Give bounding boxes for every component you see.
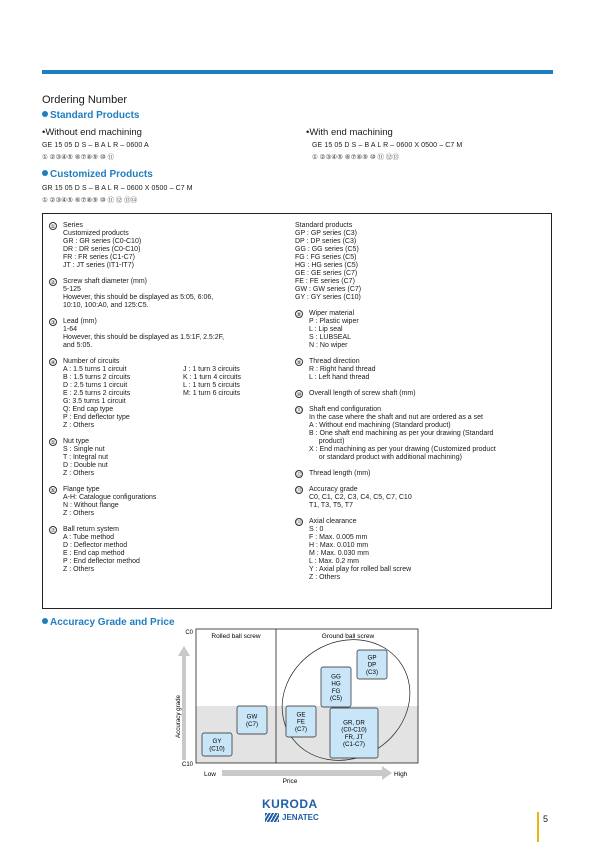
grade-heading: Accuracy Grade and Price (42, 617, 175, 628)
grade-box-label: GG (331, 673, 341, 681)
without-label: •Without end machining (42, 127, 142, 138)
brand-sub: JENATEC (282, 813, 319, 822)
legend-line: Z : Others (309, 574, 341, 581)
legend-line: DP : DP series (C3) (295, 238, 357, 245)
legend-line: Series (63, 222, 83, 229)
grade-box-label: (C0-C10) (341, 726, 367, 734)
legend-line: L : Lip seal (309, 326, 343, 333)
legend-line: Z : Others (63, 566, 95, 573)
brand-name: KURODA (262, 797, 318, 811)
kuroda-logo (262, 797, 332, 825)
legend-line: Shaft end configuration (309, 406, 381, 413)
legend-line: C0, C1, C2, C3, C4, C5, C7, C10 (309, 494, 412, 501)
legend-line: Standard products (295, 222, 353, 229)
page-number: 5 (543, 814, 549, 824)
legend-line: E : 2.5 turns 2 circuits (63, 390, 131, 397)
legend-line: Overall length of screw shaft (mm) (309, 390, 416, 397)
legend-line: Axial clearance (309, 518, 357, 525)
marker-13: ⑬ (296, 488, 302, 494)
legend-line: N : Without flange (63, 502, 119, 509)
legend-line: G: 3.5 turns 1 circuit (63, 398, 126, 405)
legend-line: R : Right hand thread (309, 366, 376, 373)
legend-line: J : 1 turn 3 circuits (183, 366, 240, 373)
legend-line: Accuracy grade (309, 486, 358, 493)
legend-line: L : Max. 0.2 mm (309, 558, 359, 565)
legend-line: S : 0 (309, 526, 324, 533)
panel-rolled-label: Rolled ball screw (211, 633, 261, 640)
marker-4: ④ (50, 360, 56, 366)
legend-line: DR : DR series (C0-C10) (63, 246, 141, 253)
legend-line: or standard product with additional machining) (309, 454, 462, 461)
right-arrow-icon (222, 766, 392, 780)
without-code: GE 15 05 D S – B A L R – 0600 A (42, 142, 149, 149)
legend-line: L : Left hand thread (309, 374, 370, 381)
legend-line: P : End deflector type (63, 414, 130, 421)
legend-line: K : 1 turn 4 circuits (183, 374, 241, 381)
page-marker-bar (537, 812, 539, 842)
legend-line: F : Max. 0.005 mm (309, 534, 368, 541)
grade-box-label: FR, JT (344, 733, 364, 741)
legend-line: Q: End cap type (63, 406, 114, 413)
legend-line: A-H: Catalogue configurations (63, 494, 157, 501)
legend-line: B : 1.5 turns 2 circuits (63, 374, 131, 381)
y-axis-label: Accuracy grade (175, 695, 182, 738)
customized-code: GR 15 05 D S – B A L R – 0600 X 0500 – C7 M (42, 185, 193, 192)
legend-line: Flange type (63, 486, 100, 493)
customized-markers: ① ②③④⑤ ⑥⑦⑧⑨ ⑩ ⑪ ⑫ ⑬⑭ (42, 197, 138, 204)
legend-line: However, this should be displayed as 1.5:1F, 2.5:2F, (63, 334, 225, 341)
legend-line: P : Plastic wiper (309, 318, 359, 325)
legend-line: H : Max. 0.010 mm (309, 542, 369, 549)
legend-line: S : Single nut (63, 446, 105, 453)
legend-line: Thread length (mm) (309, 470, 371, 477)
legend-line: GP : GP series (C3) (295, 230, 357, 237)
grade-box-label: GR, DR (343, 719, 365, 727)
legend-line: A : Without end machining (Standard product) (309, 422, 451, 429)
legend-line: GW : GW series (C7) (295, 286, 362, 293)
legend-line: B : One shaft end machining as per your drawing (Standard (309, 430, 494, 437)
panel-ground-label: Ground ball screw (321, 633, 375, 640)
legend-line: FE : FE series (C7) (295, 278, 355, 285)
legend-line: L : 1 turn 5 circuits (183, 382, 240, 389)
grade-box-label: (C7) (245, 720, 259, 728)
x-high-label: High (394, 771, 408, 778)
legend-line: Customized products (63, 230, 129, 237)
grade-box-label: (C5) (329, 695, 343, 702)
standard-heading: Standard Products (42, 110, 139, 121)
legend-line: D : Deflector method (63, 542, 128, 549)
grade-box-label: (C3) (365, 668, 379, 676)
grade-box-label: FE (297, 718, 305, 726)
legend-line: Thread direction (309, 358, 360, 365)
legend-line: Z : Others (63, 422, 95, 429)
legend-line: D : Double nut (63, 462, 108, 469)
legend-line: FG : FG series (C5) (295, 254, 357, 261)
marker-5: ⑤ (50, 440, 56, 446)
marker-11: ⑪ (296, 408, 302, 414)
marker-6: ⑥ (50, 488, 56, 494)
marker-8: ⑧ (296, 312, 302, 318)
grade-box-label: DP (367, 661, 377, 669)
legend-line: Ball return system (63, 526, 120, 533)
customized-heading: Customized Products (42, 169, 153, 180)
marker-2: ② (50, 280, 56, 286)
without-markers: ① ②③④⑤ ⑥⑦⑧⑨ ⑩ ⑪ (42, 154, 114, 161)
legend-line: Z : Others (63, 470, 95, 477)
legend-line: However, this should be displayed as 5:05, 6:06, (63, 294, 214, 301)
legend-line: Nut type (63, 438, 90, 445)
legend-line: N : No wiper (309, 342, 348, 349)
legend-line: Wiper material (309, 310, 355, 317)
x-mid-label: Price (282, 778, 298, 785)
legend-line: T : Integral nut (63, 454, 109, 461)
legend-line: X : End machining as per your drawing (Customized product (309, 446, 496, 453)
marker-7: ⑦ (50, 528, 56, 534)
grade-box-label: FG (331, 687, 341, 695)
grade-box-label: GE (296, 711, 306, 719)
x-low-label: Low (204, 771, 216, 778)
legend-line: T1, T3, T5, T7 (309, 502, 353, 509)
legend-line: 10:10, 100:A0, and 125:C5. (63, 302, 149, 309)
marker-3: ③ (50, 320, 56, 326)
legend-line: JT : JT series (IT1-IT7) (63, 262, 134, 269)
legend-line: M : Max. 0.030 mm (309, 550, 369, 557)
legend-line: product) (309, 438, 345, 445)
y-bottom-label: C10 (181, 762, 193, 768)
grade-box-label: GY (212, 738, 222, 746)
legend-line: M: 1 turn 6 circuits (183, 390, 241, 397)
legend-line: Screw shaft diameter (mm) (63, 278, 148, 285)
legend-circuits-title: Number of circuits (63, 358, 120, 365)
legend-line: Y : Axial play for rolled ball screw (309, 566, 412, 573)
legend-line: FR : FR series (C1-C7) (63, 254, 135, 261)
legend-line: S : LUBSEAL (309, 334, 352, 341)
marker-10: ⑩ (296, 392, 302, 398)
legend-line: A : Tube method (63, 534, 114, 541)
legend-line: GY : GY series (C10) (295, 294, 361, 301)
grade-box-label: (C1-C7) (342, 741, 366, 748)
marker-1: ① (50, 224, 56, 230)
grade-box-label: GW (246, 713, 258, 721)
legend-line: Z : Others (63, 510, 95, 517)
grade-box-label: (C7) (294, 725, 308, 733)
legend-line: GR : GR series (C0-C10) (63, 238, 142, 245)
with-code: GE 15 05 D S – B A L R – 0600 X 0500 – C7 M (312, 142, 463, 149)
legend-line: and 5:05. (63, 342, 93, 349)
with-label: •With end machining (306, 127, 393, 138)
with-markers: ① ②③④⑤ ⑥⑦⑧⑨ ⑩ ⑪ ⑫⑬ (312, 154, 399, 161)
stripe-mark-icon (265, 813, 279, 822)
page-title: Ordering Number (42, 94, 127, 106)
legend-line: 1-64 (63, 326, 78, 333)
legend-line: P : End deflector method (63, 558, 140, 565)
marker-14: ⑭ (296, 520, 302, 526)
legend-line: GG : GG series (C5) (295, 246, 359, 253)
grade-box-label: (C10) (209, 745, 225, 753)
legend-line: D : 2.5 turns 1 circuit (63, 382, 128, 389)
legend-line: E : End cap method (63, 550, 125, 557)
y-top-label: C0 (185, 630, 193, 636)
legend-line: HG : HG series (C5) (295, 262, 359, 269)
legend-line: GE : GE series (C7) (295, 270, 358, 277)
grade-box-label: GP (367, 654, 377, 662)
legend-line: A : 1.5 turns 1 circuit (63, 366, 127, 373)
legend-line: In the case where the shaft and nut are ordered as a set (309, 414, 483, 421)
legend-line: 5-125 (63, 286, 81, 293)
legend-line: Lead (mm) (63, 318, 97, 325)
grade-box-label: HG (331, 680, 341, 688)
marker-12: ⑫ (296, 472, 302, 478)
marker-9: ⑨ (296, 360, 302, 366)
